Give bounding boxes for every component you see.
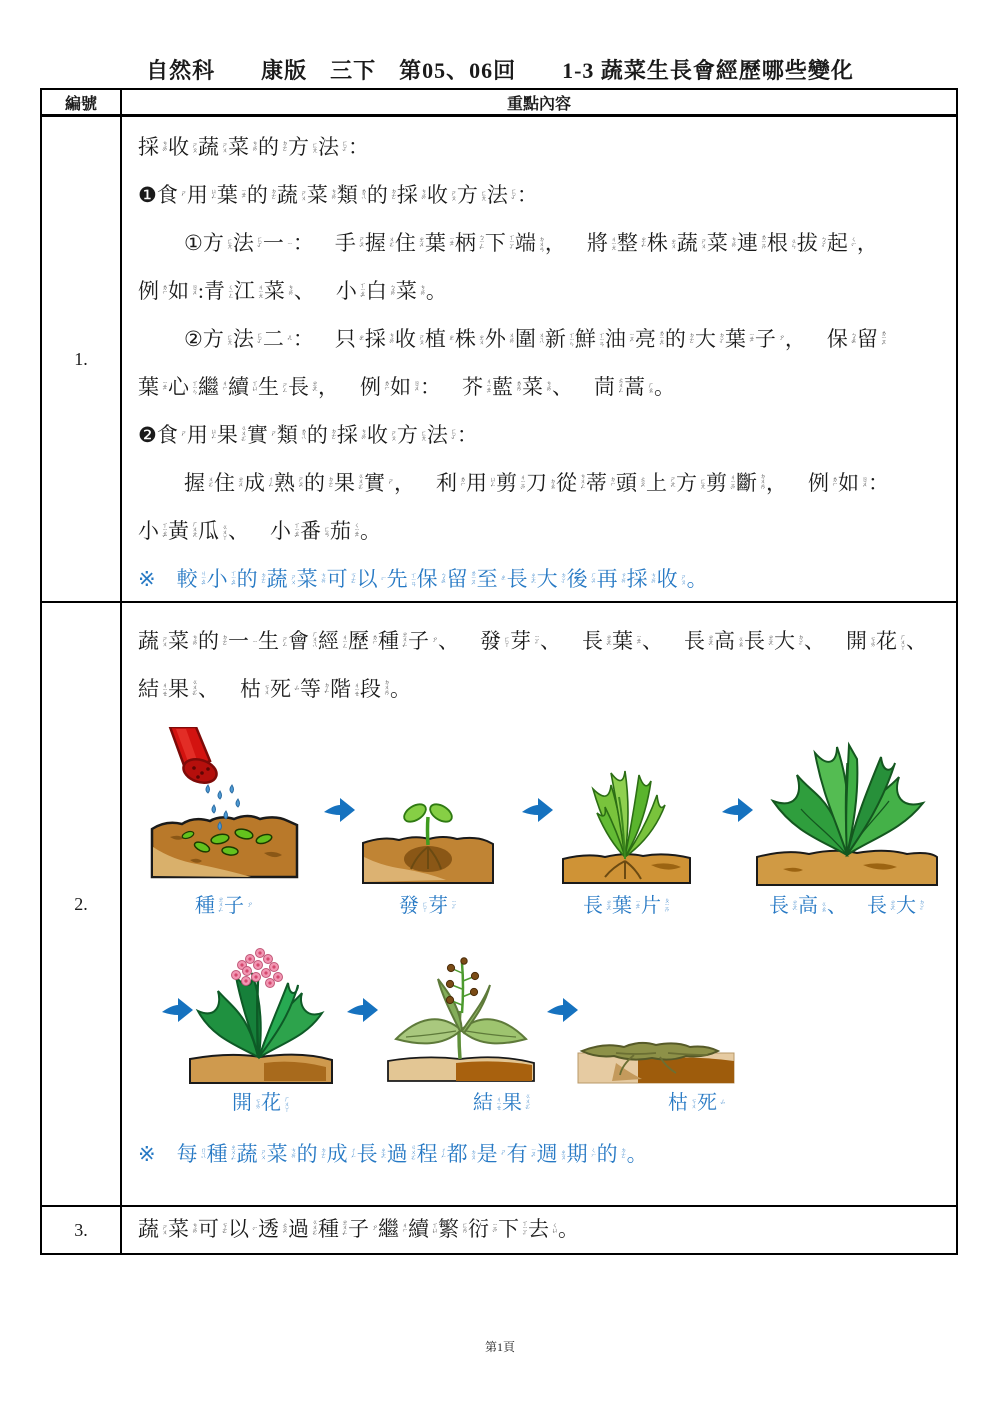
annotated-character: 例 ㄌㄧˋ	[808, 470, 837, 495]
annotated-character: 以 ㄧˇ	[356, 566, 386, 591]
annotated-character: 方 ㄈㄤ	[202, 230, 232, 255]
annotated-character: 的 ㄉㄜ˙	[258, 134, 287, 159]
annotated-character: 階 ㄐㄧㄝ	[330, 676, 359, 701]
page-title: 自然科 康版 三下 第05、06回 1-3 蔬菜生長會經歷哪些變化	[146, 58, 854, 83]
annotated-character: 端 ㄉㄨㄢ	[514, 230, 544, 255]
cycle-note: ※ 每 ㄇㄟˇ 種 ㄓㄨㄥˇ 蔬 ㄕㄨ 菜 ㄘㄞˋ 的 ㄉㄜ˙ 成 ㄔㄥˊ 長 ㄓㄤˇ 過 ㄍㄨㄛˋ 程 ㄔㄥˊ 都 ㄉㄡ 是 ㄕˋ 有 ㄧㄡˇ 週 ㄓㄡ 期 ㄑㄧˊ 的 ㄉㄜ˙ 。	[138, 1141, 648, 1166]
stage-figure-leaf	[559, 761, 694, 885]
annotated-character: 二 ㄦˋ	[262, 326, 292, 351]
annotated-character: 透 ㄊㄡˋ	[258, 1216, 287, 1241]
annotated-character: 發 ㄈㄚ	[480, 628, 509, 653]
stage-label-tall: 長 ㄓㄤˇ 高 ㄍㄠ 、 長 ㄓㄤˇ 大 ㄉㄚˋ	[769, 895, 924, 917]
annotated-character: 高 ㄍㄠ	[798, 895, 826, 917]
annotated-character: 食 ㄕˊ	[156, 182, 186, 207]
stage-figure-wither	[576, 1019, 736, 1086]
row-number: 1.	[42, 117, 122, 601]
text-line: 蔬 ㄕㄨ 菜 ㄘㄞˋ 可 ㄎㄜˇ 以 ㄧˇ 透 ㄊㄡˋ 過 ㄍㄨㄛˋ 種 ㄓㄨㄥˇ 子 ㄗ˙ 繼 ㄐㄧˋ 續 ㄒㄩˋ 繁 ㄈㄢˊ 衍 ㄧㄢˇ 下 ㄒㄧㄚˋ 去 ㄑㄩˋ 。	[138, 1216, 579, 1241]
annotated-character: 長 ㄓㄤˇ	[684, 628, 713, 653]
annotated-character: 衍 ㄧㄢˇ	[468, 1216, 497, 1241]
annotated-character: 收 ㄕㄡ	[426, 182, 456, 207]
annotated-character: 繼 ㄐㄧˋ	[378, 1216, 407, 1241]
annotated-character: 段 ㄉㄨㄢˋ	[360, 676, 389, 701]
annotated-character: 發 ㄈㄚ	[399, 895, 427, 917]
arrow-right-icon	[344, 994, 380, 1026]
annotated-character: 較 ㄐㄧㄠˋ	[176, 566, 206, 591]
stage-figure-seed	[146, 727, 302, 879]
column-header-number: 編號	[42, 90, 122, 114]
text-line: 蔬 ㄕㄨ 菜 ㄘㄞˋ 的 ㄉㄜ˙ 一 ㄧ 生 ㄕㄥ 會 ㄏㄨㄟˋ 經 ㄐㄧㄥ 歷 ㄌㄧˋ 種 ㄓㄨㄥˇ 子 ㄗ˙ 、 發 ㄈㄚ 芽 ㄧㄚˊ 、 長 ㄓㄤˇ 葉 ㄧㄝˋ 、 長 ㄓㄤˇ 高 ㄍㄠ 長 ㄓㄤˇ 大 ㄉㄚˋ 、 開 ㄎㄞ 花 ㄏㄨㄚ 、	[138, 628, 927, 653]
text-line: 握 ㄨㄛˋ 住 ㄓㄨˋ 成 ㄔㄥˊ 熟 ㄕㄡˊ 的 ㄉㄜ˙ 果 ㄍㄨㄛˇ 實 ㄕˊ ， 利 ㄌㄧˋ 用 ㄩㄥˋ 剪 ㄐㄧㄢˇ 刀 ㄉㄠ 從 ㄘㄨㄥˊ 蒂 ㄉㄧˋ 頭 ㄊㄡˊ 上 ㄕㄤˋ 方 ㄈㄤ 剪 ㄐㄧㄢˇ 斷 ㄉㄨㄢˋ ， 例 ㄌㄧˋ 如 ㄖㄨˊ ：	[184, 470, 889, 495]
annotated-character: 可 ㄎㄜˇ	[326, 566, 356, 591]
annotated-character: 採 ㄘㄞˇ	[364, 326, 394, 351]
annotated-character: 葉 ㄧㄝˋ	[138, 374, 167, 399]
annotated-character: 如 ㄖㄨˊ	[390, 374, 419, 399]
annotated-character: 方 ㄈㄤ	[396, 422, 426, 447]
annotated-character: 瓜 ㄍㄨㄚ	[198, 518, 227, 543]
stage-figure-flower	[186, 941, 336, 1086]
annotated-character: 小 ㄒㄧㄠˇ	[206, 566, 236, 591]
annotated-character: 剪 ㄐㄧㄢˇ	[496, 470, 525, 495]
annotated-character: 歷 ㄌㄧˋ	[348, 628, 377, 653]
annotated-character: 死 ㄙˇ	[697, 1092, 725, 1114]
annotated-character: 葉 ㄧㄝˋ	[612, 895, 640, 917]
text-line: 採 ㄘㄞˇ 收 ㄕㄡ 蔬 ㄕㄨ 菜 ㄘㄞˋ 的 ㄉㄜ˙ 方 ㄈㄤ 法 ㄈㄚˇ ：	[138, 134, 369, 159]
annotated-character: 鮮 ㄒㄧㄢ	[574, 326, 604, 351]
annotated-character: 大 ㄉㄚˋ	[536, 566, 566, 591]
annotated-character: 果 ㄍㄨㄛˇ	[502, 1092, 530, 1114]
annotated-character: 用 ㄩㄥˋ	[186, 422, 216, 447]
annotated-character: 程 ㄔㄥˊ	[416, 1141, 446, 1166]
annotated-character: 芥 ㄐㄧㄝˋ	[462, 374, 491, 399]
annotated-character: 例 ㄌㄧˋ	[138, 278, 167, 303]
row-content	[122, 117, 956, 601]
table-row	[42, 603, 956, 1207]
annotated-character: 經 ㄐㄧㄥ	[318, 628, 347, 653]
annotated-character: 下 ㄒㄧㄚˋ	[484, 230, 514, 255]
annotated-character: 蔬 ㄕㄨ	[138, 1216, 167, 1241]
annotated-character: 生 ㄕㄥ	[258, 374, 287, 399]
annotated-character: 果 ㄍㄨㄛˇ	[216, 422, 246, 447]
annotated-character: 用 ㄩㄥˋ	[466, 470, 495, 495]
annotated-character: 外 ㄨㄞˋ	[484, 326, 514, 351]
annotated-character: 期 ㄑㄧˊ	[566, 1141, 596, 1166]
text-line: 小 ㄒㄧㄠˇ 黃 ㄏㄨㄤˊ 瓜 ㄍㄨㄚ 、 小 ㄒㄧㄠˇ 番 ㄈㄢ 茄 ㄑㄧㄝˊ 。	[138, 518, 381, 543]
annotated-character: 成 ㄔㄥˊ	[326, 1141, 356, 1166]
annotated-character: 菜 ㄘㄞˋ	[263, 278, 293, 303]
annotated-character: 江 ㄐㄧㄤ	[233, 278, 263, 303]
annotated-character: 長 ㄓㄤˇ	[583, 895, 611, 917]
annotated-character: 長 ㄓㄤˇ	[744, 628, 773, 653]
text-block	[138, 1207, 952, 1251]
annotated-character: 結 ㄐㄧㄝ	[473, 1092, 501, 1114]
annotated-character: 的 ㄉㄜ˙	[296, 1141, 326, 1166]
annotated-character: 可 ㄎㄜˇ	[198, 1216, 227, 1241]
annotated-character: 茼 ㄊㄨㄥˊ	[594, 374, 623, 399]
annotated-character: 一 ㄧ	[228, 628, 257, 653]
annotated-character: 種 ㄓㄨㄥˇ	[206, 1141, 236, 1166]
text-line: ② 方 ㄈㄤ 法 ㄈㄚˇ 二 ㄦˋ ： 只 ㄓˇ 採 ㄘㄞˇ 收 ㄕㄡ 植 ㄓˊ 株 ㄓㄨ 外 ㄨㄞˋ 圍 ㄨㄟˊ 新 ㄒㄧㄣ 鮮 ㄒㄧㄢ 油 ㄧㄡˊ 亮 ㄌㄧㄤˋ 的 ㄉㄜ˙ 大 ㄉㄚˋ 葉 ㄧㄝˋ 子 ㄗ˙ ， 保 ㄅㄠˇ 留 ㄌㄧㄡˊ	[184, 326, 886, 351]
annotated-character: 圍 ㄨㄟˊ	[514, 326, 544, 351]
annotated-character: 柄 ㄅㄧㄥˇ	[454, 230, 484, 255]
annotated-character: 實 ㄕˊ	[364, 470, 393, 495]
annotated-character: 子 ㄗ˙	[224, 895, 252, 917]
annotated-character: 葉 ㄧㄝˋ	[612, 628, 641, 653]
annotated-character: 葉 ㄧㄝˋ	[424, 230, 454, 255]
annotated-character: 子 ㄗ˙	[754, 326, 784, 351]
annotated-character: 白 ㄅㄞˊ	[365, 278, 395, 303]
annotated-character: 根 ㄍㄣ	[766, 230, 796, 255]
page-number: 第1頁	[484, 1340, 515, 1354]
fruiting-plant-illustration	[386, 951, 536, 1086]
annotated-character: 大 ㄉㄚˋ	[896, 895, 924, 917]
stage-label-sprout	[359, 890, 497, 922]
annotated-character: 一 ㄧ	[262, 230, 292, 255]
annotated-character: 果 ㄍㄨㄛˇ	[168, 676, 197, 701]
annotated-character: 都 ㄉㄡ	[446, 1141, 476, 1166]
arrow-right-icon	[321, 794, 357, 826]
annotated-character: 保 ㄅㄠˇ	[826, 326, 856, 351]
annotated-character: 法 ㄈㄚˇ	[486, 182, 516, 207]
annotated-character: 刀 ㄉㄠ	[526, 470, 555, 495]
stage-label-wither	[622, 1087, 772, 1119]
leafy-plant-illustration	[559, 761, 694, 885]
annotated-character: 果 ㄍㄨㄛˇ	[334, 470, 363, 495]
annotated-character: 菜 ㄘㄞˋ	[522, 374, 551, 399]
sprout-illustration	[359, 799, 497, 885]
annotated-character: 會 ㄏㄨㄟˋ	[288, 628, 317, 653]
annotated-character: 拔 ㄅㄚˊ	[796, 230, 826, 255]
annotated-character: 小 ㄒㄧㄠˇ	[270, 518, 299, 543]
row-number: 3.	[42, 1207, 122, 1253]
annotated-character: 至 ㄓˋ	[476, 566, 506, 591]
table-row	[42, 117, 956, 603]
row-content	[122, 603, 956, 1205]
column-header-content: 重點內容	[506, 95, 571, 113]
annotated-character: 握 ㄨㄛˋ	[364, 230, 394, 255]
annotated-character: 頭 ㄊㄡˊ	[616, 470, 645, 495]
annotated-character: 以 ㄧˇ	[228, 1216, 257, 1241]
annotated-character: 油 ㄧㄡˊ	[604, 326, 634, 351]
arrow-right-icon	[544, 994, 580, 1026]
text-line: 葉 ㄧㄝˋ 心 ㄒㄧㄣ 繼 ㄐㄧˋ 續 ㄒㄩˋ 生 ㄕㄥ 長 ㄓㄤˇ ， 例 ㄌㄧˋ 如 ㄖㄨˊ ： 芥 ㄐㄧㄝˋ 藍 ㄌㄢˊ 菜 ㄘㄞˋ 、 茼 ㄊㄨㄥˊ 蒿 ㄏㄠ 。	[138, 374, 675, 399]
annotated-character: 長 ㄓㄤˇ	[356, 1141, 386, 1166]
annotated-character: 是 ㄕˋ	[476, 1141, 506, 1166]
annotated-character: 方 ㄈㄤ	[676, 470, 705, 495]
annotated-character: 類 ㄌㄟˋ	[276, 422, 306, 447]
annotated-character: 長 ㄓㄤˇ	[769, 895, 797, 917]
annotated-character: 住 ㄓㄨˋ	[214, 470, 243, 495]
annotated-character: 保 ㄅㄠˇ	[416, 566, 446, 591]
annotated-character: 的 ㄉㄜ˙	[304, 470, 333, 495]
annotated-character: 收 ㄕㄡ	[366, 422, 396, 447]
annotated-character: 片 ㄆㄧㄢˋ	[641, 895, 669, 917]
annotated-character: 住 ㄓㄨˋ	[394, 230, 424, 255]
annotated-character: 新 ㄒㄧㄣ	[544, 326, 574, 351]
annotated-character: 開 ㄎㄞ	[846, 628, 875, 653]
stage-label-fruit	[422, 1087, 582, 1119]
annotated-character: 茄 ㄑㄧㄝˊ	[330, 518, 359, 543]
annotated-character: 週 ㄓㄡ	[536, 1141, 566, 1166]
stage-figure-sprout	[359, 799, 497, 885]
annotated-character: 收 ㄕㄡ	[394, 326, 424, 351]
annotated-character: 採 ㄘㄞˇ	[336, 422, 366, 447]
row-content	[122, 1207, 956, 1253]
annotated-character: 菜 ㄘㄞˋ	[228, 134, 257, 159]
annotated-character: 菜 ㄘㄞˋ	[266, 1141, 296, 1166]
annotated-character: 的 ㄉㄜ˙	[664, 326, 694, 351]
annotated-character: 死 ㄙˇ	[270, 676, 299, 701]
annotated-character: 長 ㄓㄤˇ	[506, 566, 536, 591]
annotated-character: 每 ㄇㄟˇ	[176, 1141, 206, 1166]
annotated-character: 的 ㄉㄜ˙	[366, 182, 396, 207]
annotated-character: 有 ㄧㄡˇ	[506, 1141, 536, 1166]
annotated-character: 開 ㄎㄞ	[232, 1092, 260, 1114]
annotated-character: 類 ㄌㄟˋ	[336, 182, 366, 207]
annotated-character: 整 ㄓㄥˇ	[616, 230, 646, 255]
annotated-character: 剪 ㄐㄧㄢˇ	[706, 470, 735, 495]
annotated-character: 法 ㄈㄚˇ	[318, 134, 347, 159]
annotated-character: 的 ㄉㄜ˙	[246, 182, 276, 207]
annotated-character: 番 ㄈㄢ	[300, 518, 329, 543]
seeds-watering-illustration	[146, 727, 302, 879]
stage-label-seed	[146, 890, 302, 922]
annotated-character: 續 ㄒㄩˋ	[228, 374, 257, 399]
annotated-character: 方 ㄈㄤ	[202, 326, 232, 351]
annotated-character: 繼 ㄐㄧˋ	[198, 374, 227, 399]
flowering-plant-illustration	[186, 941, 336, 1086]
text-block	[138, 123, 952, 603]
annotated-character: 青 ㄑㄧㄥ	[203, 278, 233, 303]
annotated-character: 蔬 ㄕㄨ	[198, 134, 227, 159]
annotated-character: 法 ㄈㄚˇ	[426, 422, 456, 447]
text-line: ① 方 ㄈㄤ 法 ㄈㄚˇ 一 ㄧ ： 手 ㄕㄡˇ 握 ㄨㄛˋ 住 ㄓㄨˋ 葉 ㄧㄝˋ 柄 ㄅㄧㄥˇ 下 ㄒㄧㄚˋ 端 ㄉㄨㄢ ， 將 ㄐㄧㄤ 整 ㄓㄥˇ 株 ㄓㄨ 蔬 ㄕㄨ 菜 ㄘㄞˋ 連 ㄌㄧㄢˊ 根 ㄍㄣ 拔 ㄅㄚˊ 起 ㄑㄧˇ ，	[184, 230, 878, 255]
text-line: ※ 較 ㄐㄧㄠˋ 小 ㄒㄧㄠˇ 的 ㄉㄜ˙ 蔬 ㄕㄨ 菜 ㄘㄞˋ 可 ㄎㄜˇ 以 ㄧˇ 先 ㄒㄧㄢ 保 ㄅㄠˇ 留 ㄌㄧㄡˊ 至 ㄓˋ 長 ㄓㄤˇ 大 ㄉㄚˋ 後 ㄏㄡˋ 再 ㄗㄞˋ 採 ㄘㄞˇ 收 ㄕㄡ 。	[138, 566, 708, 591]
annotated-character: 種 ㄓㄨㄥˇ	[318, 1216, 347, 1241]
content-table	[40, 88, 958, 1255]
annotated-character: 株 ㄓㄨ	[454, 326, 484, 351]
annotated-character: 蔬 ㄕㄨ	[236, 1141, 266, 1166]
annotated-character: 長 ㄓㄤˇ	[288, 374, 317, 399]
annotated-character: 的 ㄉㄜ˙	[306, 422, 336, 447]
annotated-character: 如 ㄖㄨˊ	[838, 470, 867, 495]
annotated-character: 植 ㄓˊ	[424, 326, 454, 351]
annotated-character: 實 ㄕˊ	[246, 422, 276, 447]
stage-figure-tall	[753, 739, 941, 887]
annotated-character: 去 ㄑㄩˋ	[528, 1216, 557, 1241]
annotated-character: 成 ㄔㄥˊ	[244, 470, 273, 495]
annotated-character: 等 ㄉㄥˇ	[300, 676, 329, 701]
table-header-row	[42, 90, 956, 117]
annotated-character: 蒂 ㄉㄧˋ	[586, 470, 615, 495]
annotated-character: 後 ㄏㄡˋ	[566, 566, 596, 591]
annotated-character: 將 ㄐㄧㄤ	[586, 230, 616, 255]
annotated-character: 法 ㄈㄚˇ	[232, 326, 262, 351]
annotated-character: 連 ㄌㄧㄢˊ	[736, 230, 766, 255]
annotated-character: 小 ㄒㄧㄠˇ	[335, 278, 365, 303]
annotated-character: 續 ㄒㄩˋ	[408, 1216, 437, 1241]
annotated-character: 例 ㄌㄧˋ	[360, 374, 389, 399]
annotated-character: 用 ㄩㄥˋ	[186, 182, 216, 207]
annotated-character: 菜 ㄘㄞˋ	[296, 566, 326, 591]
annotated-character: 再 ㄗㄞˋ	[596, 566, 626, 591]
annotated-character: 法 ㄈㄚˇ	[232, 230, 262, 255]
annotated-character: 利 ㄌㄧˋ	[436, 470, 465, 495]
withered-plant-illustration	[576, 1019, 736, 1086]
stage-figure-fruit	[386, 951, 536, 1086]
text-line: ❷ 食 ㄕˊ 用 ㄩㄥˋ 果 ㄍㄨㄛˇ 實 ㄕˊ 類 ㄌㄟˋ 的 ㄉㄜ˙ 採 ㄘㄞˇ 收 ㄕㄡ 方 ㄈㄤ 法 ㄈㄚˇ ：	[138, 422, 478, 447]
annotated-character: 握 ㄨㄛˋ	[184, 470, 213, 495]
annotated-character: 過 ㄍㄨㄛˋ	[386, 1141, 416, 1166]
annotated-character: 花 ㄏㄨㄚ	[876, 628, 905, 653]
annotated-character: 蒿 ㄏㄠ	[624, 374, 653, 399]
annotated-character: 蔬 ㄕㄨ	[138, 628, 167, 653]
text-block	[138, 617, 952, 713]
annotated-character: 種 ㄓㄨㄥˇ	[195, 895, 223, 917]
annotated-character: 生 ㄕㄥ	[258, 628, 287, 653]
annotated-character: 芽 ㄧㄚˊ	[510, 628, 539, 653]
annotated-character: 採 ㄘㄞˇ	[138, 134, 167, 159]
annotated-character: 的 ㄉㄜ˙	[596, 1141, 626, 1166]
annotated-character: 心 ㄒㄧㄣ	[168, 374, 197, 399]
annotated-character: 菜 ㄘㄞˋ	[168, 1216, 197, 1241]
annotated-character: 大 ㄉㄚˋ	[774, 628, 803, 653]
annotated-character: 結 ㄐㄧㄝ	[138, 676, 167, 701]
stage-label-flower	[186, 1087, 336, 1119]
table-row	[42, 1207, 956, 1253]
annotated-character: 的 ㄉㄜ˙	[198, 628, 227, 653]
annotated-character: 採 ㄘㄞˇ	[396, 182, 426, 207]
annotated-character: 枯 ㄎㄨ	[668, 1092, 696, 1114]
annotated-character: 留 ㄌㄧㄡˊ	[856, 326, 886, 351]
annotated-character: 芽 ㄧㄚˊ	[428, 895, 456, 917]
annotated-character: 葉 ㄧㄝˋ	[724, 326, 754, 351]
arrow-right-icon	[519, 794, 555, 826]
annotated-character: 菜 ㄘㄞˋ	[168, 628, 197, 653]
text-line: ❶ 食 ㄕˊ 用 ㄩㄥˋ 葉 ㄧㄝˋ 的 ㄉㄜ˙ 蔬 ㄕㄨ 菜 ㄘㄞˋ 類 ㄌㄟˋ 的 ㄉㄜ˙ 採 ㄘㄞˇ 收 ㄕㄡ 方 ㄈㄤ 法 ㄈㄚˇ ：	[138, 182, 538, 207]
annotated-character: 蔬 ㄕㄨ	[276, 182, 306, 207]
annotated-character: 蔬 ㄕㄨ	[676, 230, 706, 255]
annotated-character: 枯 ㄎㄨ	[240, 676, 269, 701]
annotated-character: 高 ㄍㄠ	[714, 628, 743, 653]
annotated-character: 種 ㄓㄨㄥˇ	[378, 628, 407, 653]
annotated-character: 手 ㄕㄡˇ	[334, 230, 364, 255]
annotated-character: 繁 ㄈㄢˊ	[438, 1216, 467, 1241]
annotated-character: 過 ㄍㄨㄛˋ	[288, 1216, 317, 1241]
annotated-character: 長 ㄓㄤˇ	[582, 628, 611, 653]
annotated-character: 斷 ㄉㄨㄢˋ	[736, 470, 765, 495]
annotated-character: 收 ㄕㄡ	[168, 134, 197, 159]
annotated-character: 留 ㄌㄧㄡˊ	[446, 566, 476, 591]
annotated-character: 亮 ㄌㄧㄤˋ	[634, 326, 664, 351]
annotated-character: 花 ㄏㄨㄚ	[261, 1092, 289, 1114]
row-number: 2.	[42, 603, 122, 1205]
arrow-right-icon	[719, 794, 755, 826]
annotated-character: 如 ㄖㄨˊ	[168, 278, 197, 303]
annotated-character: 藍 ㄌㄢˊ	[492, 374, 521, 399]
annotated-character: 採 ㄘㄞˇ	[626, 566, 656, 591]
annotated-character: 上 ㄕㄤˋ	[646, 470, 675, 495]
annotated-character: 大 ㄉㄚˋ	[694, 326, 724, 351]
annotated-character: 子 ㄗ˙	[408, 628, 437, 653]
annotated-character: 子 ㄗ˙	[348, 1216, 377, 1241]
stage-label-leaf	[559, 890, 694, 922]
annotated-character: 食 ㄕˊ	[156, 422, 186, 447]
annotated-character: 葉 ㄧㄝˋ	[216, 182, 246, 207]
annotated-character: 的 ㄉㄜ˙	[236, 566, 266, 591]
annotated-character: 菜 ㄘㄞˋ	[706, 230, 736, 255]
annotated-character: 株 ㄓㄨ	[646, 230, 676, 255]
annotated-character: 熟 ㄕㄡˊ	[274, 470, 303, 495]
annotated-character: 從 ㄘㄨㄥˊ	[556, 470, 585, 495]
annotated-character: 只 ㄓˇ	[334, 326, 364, 351]
annotated-character: 黃 ㄏㄨㄤˊ	[168, 518, 197, 543]
annotated-character: 長 ㄓㄤˇ	[867, 895, 895, 917]
annotated-character: 方 ㄈㄤ	[456, 182, 486, 207]
text-line: 結 ㄐㄧㄝ 果 ㄍㄨㄛˇ 、 枯 ㄎㄨ 死 ㄙˇ 等 ㄉㄥˇ 階 ㄐㄧㄝ 段 ㄉㄨㄢˋ 。	[138, 676, 411, 701]
annotated-character: 收 ㄕㄡ	[656, 566, 686, 591]
annotated-character: 先 ㄒㄧㄢ	[386, 566, 416, 591]
annotated-character: 下 ㄒㄧㄚˋ	[498, 1216, 527, 1241]
tall-plant-illustration	[753, 739, 941, 887]
annotated-character: 菜 ㄘㄞˋ	[395, 278, 425, 303]
annotated-character: 起 ㄑㄧˇ	[826, 230, 856, 255]
text-line: 例 ㄌㄧˋ 如 ㄖㄨˊ : 青 ㄑㄧㄥ 江 ㄐㄧㄤ 菜 ㄘㄞˋ 、 小 ㄒㄧㄠˇ 白 ㄅㄞˊ 菜 ㄘㄞˋ 。	[138, 278, 447, 303]
annotated-character: 蔬 ㄕㄨ	[266, 566, 296, 591]
annotated-character: 方 ㄈㄤ	[288, 134, 317, 159]
annotated-character: 小 ㄒㄧㄠˇ	[138, 518, 167, 543]
annotated-character: 菜 ㄘㄞˋ	[306, 182, 336, 207]
